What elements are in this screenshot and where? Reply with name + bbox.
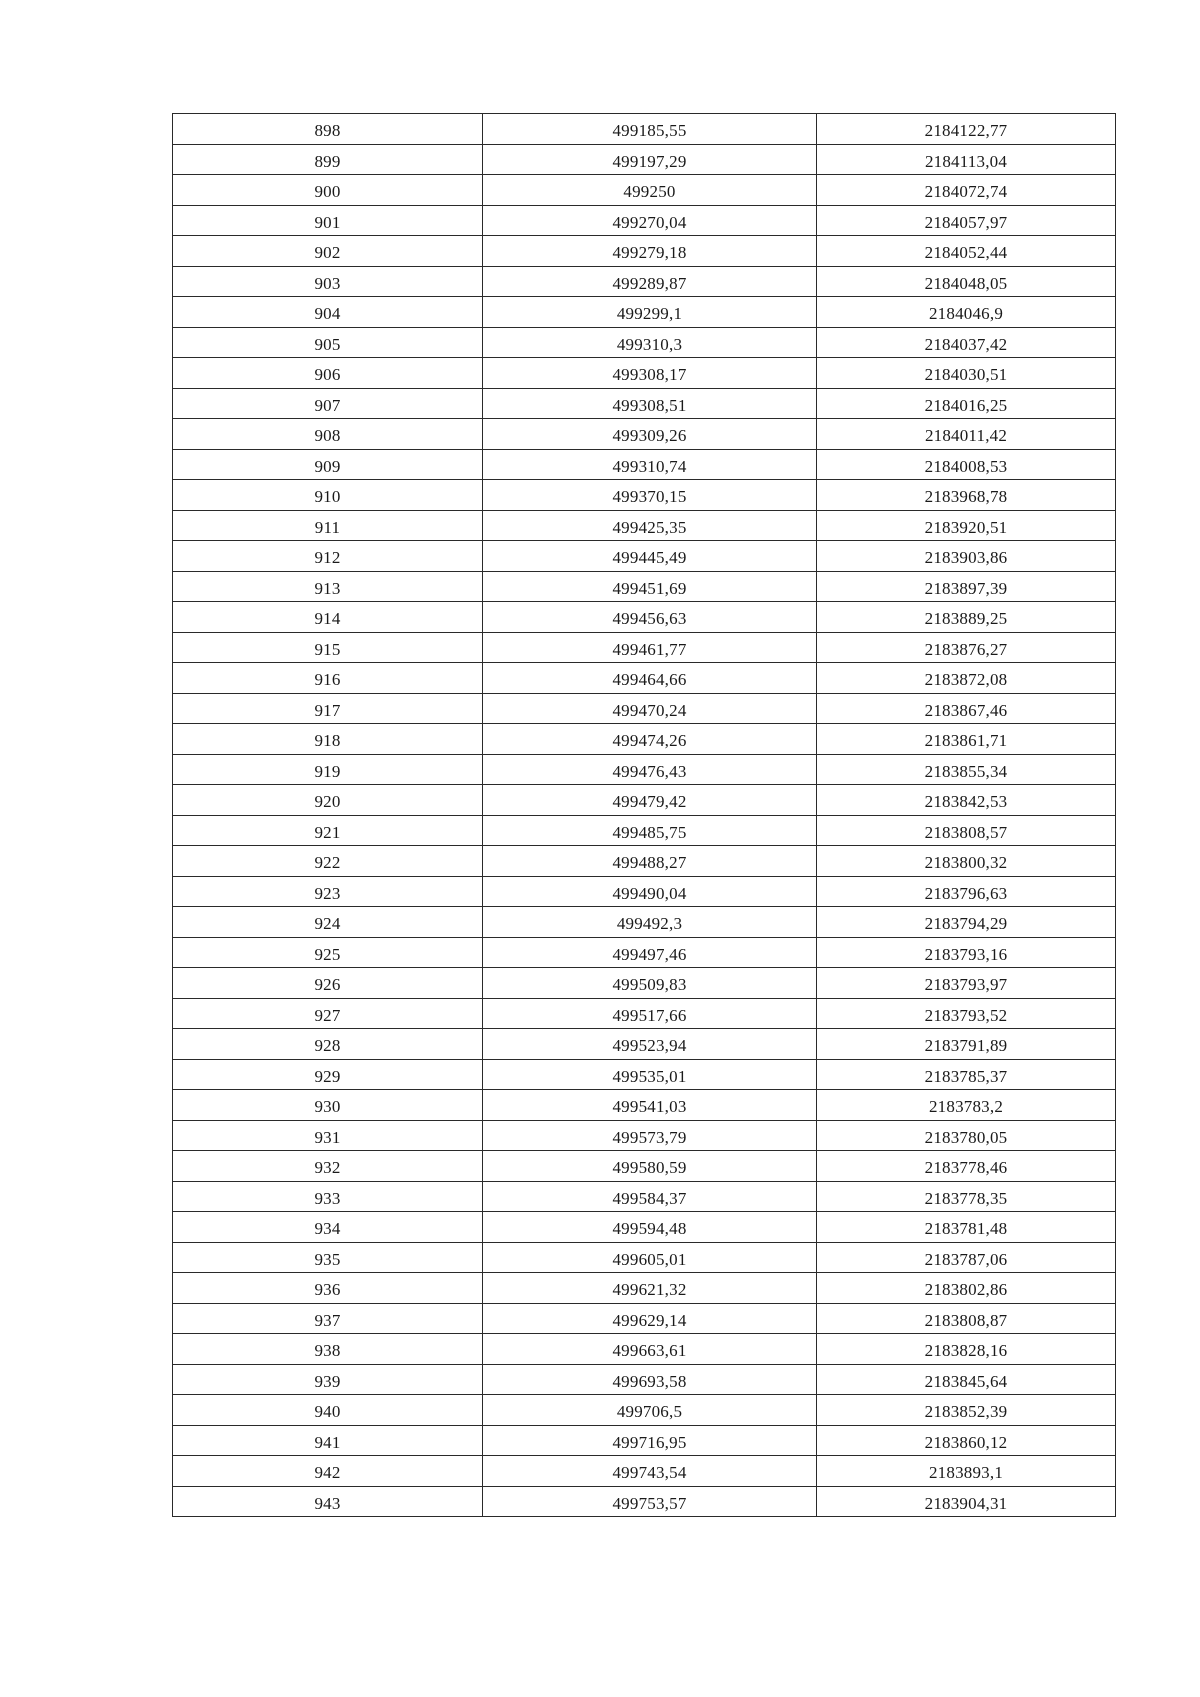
x-coordinate-cell: 499485,75 (483, 815, 817, 846)
point-number-cell: 933 (173, 1181, 483, 1212)
table-row (173, 815, 1116, 846)
x-coordinate-cell: 499270,04 (483, 205, 817, 236)
y-coordinate-cell: 2183793,16 (817, 937, 1116, 968)
y-coordinate-cell: 2183808,87 (817, 1303, 1116, 1334)
point-number-cell: 917 (173, 693, 483, 724)
point-number-cell: 921 (173, 815, 483, 846)
y-coordinate-cell: 2183855,34 (817, 754, 1116, 785)
point-number-cell: 911 (173, 510, 483, 541)
table-row (173, 907, 1116, 938)
x-coordinate-cell: 499445,49 (483, 541, 817, 572)
y-coordinate-cell: 2184037,42 (817, 327, 1116, 358)
table-row (173, 1425, 1116, 1456)
point-number-cell: 928 (173, 1029, 483, 1060)
y-coordinate-cell: 2183796,63 (817, 876, 1116, 907)
table-row (173, 236, 1116, 267)
table-row (173, 724, 1116, 755)
x-coordinate-cell: 499629,14 (483, 1303, 817, 1334)
point-number-cell: 904 (173, 297, 483, 328)
point-number-cell: 914 (173, 602, 483, 633)
table-row (173, 1212, 1116, 1243)
table-row (173, 175, 1116, 206)
coordinates-table (172, 113, 1116, 1517)
y-coordinate-cell: 2183794,29 (817, 907, 1116, 938)
x-coordinate-cell: 499310,74 (483, 449, 817, 480)
table-row (173, 114, 1116, 145)
x-coordinate-cell: 499706,5 (483, 1395, 817, 1426)
x-coordinate-cell: 499370,15 (483, 480, 817, 511)
point-number-cell: 916 (173, 663, 483, 694)
table-row (173, 1486, 1116, 1517)
point-number-cell: 919 (173, 754, 483, 785)
table-row (173, 510, 1116, 541)
y-coordinate-cell: 2183778,35 (817, 1181, 1116, 1212)
table-row (173, 785, 1116, 816)
table-row (173, 541, 1116, 572)
y-coordinate-cell: 2184046,9 (817, 297, 1116, 328)
point-number-cell: 936 (173, 1273, 483, 1304)
point-number-cell: 931 (173, 1120, 483, 1151)
point-number-cell: 943 (173, 1486, 483, 1517)
table-row (173, 632, 1116, 663)
point-number-cell: 929 (173, 1059, 483, 1090)
point-number-cell: 907 (173, 388, 483, 419)
point-number-cell: 912 (173, 541, 483, 572)
coordinates-table-body (173, 114, 1116, 1517)
x-coordinate-cell: 499743,54 (483, 1456, 817, 1487)
y-coordinate-cell: 2184072,74 (817, 175, 1116, 206)
point-number-cell: 942 (173, 1456, 483, 1487)
x-coordinate-cell: 499492,3 (483, 907, 817, 938)
y-coordinate-cell: 2183800,32 (817, 846, 1116, 877)
table-row (173, 937, 1116, 968)
table-row (173, 419, 1116, 450)
point-number-cell: 918 (173, 724, 483, 755)
y-coordinate-cell: 2183872,08 (817, 663, 1116, 694)
point-number-cell: 899 (173, 144, 483, 175)
point-number-cell: 909 (173, 449, 483, 480)
y-coordinate-cell: 2183904,31 (817, 1486, 1116, 1517)
y-coordinate-cell: 2184030,51 (817, 358, 1116, 389)
y-coordinate-cell: 2183876,27 (817, 632, 1116, 663)
y-coordinate-cell: 2184011,42 (817, 419, 1116, 450)
x-coordinate-cell: 499594,48 (483, 1212, 817, 1243)
y-coordinate-cell: 2183861,71 (817, 724, 1116, 755)
point-number-cell: 927 (173, 998, 483, 1029)
table-row (173, 1334, 1116, 1365)
y-coordinate-cell: 2183793,52 (817, 998, 1116, 1029)
y-coordinate-cell: 2183783,2 (817, 1090, 1116, 1121)
x-coordinate-cell: 499308,51 (483, 388, 817, 419)
y-coordinate-cell: 2184057,97 (817, 205, 1116, 236)
x-coordinate-cell: 499584,37 (483, 1181, 817, 1212)
table-row (173, 693, 1116, 724)
y-coordinate-cell: 2183802,86 (817, 1273, 1116, 1304)
x-coordinate-cell: 499663,61 (483, 1334, 817, 1365)
table-row (173, 297, 1116, 328)
x-coordinate-cell: 499490,04 (483, 876, 817, 907)
x-coordinate-cell: 499185,55 (483, 114, 817, 145)
y-coordinate-cell: 2183808,57 (817, 815, 1116, 846)
x-coordinate-cell: 499464,66 (483, 663, 817, 694)
x-coordinate-cell: 499279,18 (483, 236, 817, 267)
point-number-cell: 922 (173, 846, 483, 877)
y-coordinate-cell: 2184122,77 (817, 114, 1116, 145)
y-coordinate-cell: 2183968,78 (817, 480, 1116, 511)
table-row (173, 571, 1116, 602)
point-number-cell: 924 (173, 907, 483, 938)
x-coordinate-cell: 499474,26 (483, 724, 817, 755)
x-coordinate-cell: 499605,01 (483, 1242, 817, 1273)
y-coordinate-cell: 2183781,48 (817, 1212, 1116, 1243)
point-number-cell: 937 (173, 1303, 483, 1334)
point-number-cell: 906 (173, 358, 483, 389)
table-row (173, 449, 1116, 480)
point-number-cell: 935 (173, 1242, 483, 1273)
y-coordinate-cell: 2184048,05 (817, 266, 1116, 297)
x-coordinate-cell: 499309,26 (483, 419, 817, 450)
table-row (173, 998, 1116, 1029)
table-row (173, 1151, 1116, 1182)
x-coordinate-cell: 499461,77 (483, 632, 817, 663)
point-number-cell: 939 (173, 1364, 483, 1395)
point-number-cell: 902 (173, 236, 483, 267)
point-number-cell: 925 (173, 937, 483, 968)
table-row (173, 327, 1116, 358)
y-coordinate-cell: 2184016,25 (817, 388, 1116, 419)
y-coordinate-cell: 2183793,97 (817, 968, 1116, 999)
point-number-cell: 923 (173, 876, 483, 907)
table-row (173, 205, 1116, 236)
table-row (173, 1303, 1116, 1334)
y-coordinate-cell: 2183889,25 (817, 602, 1116, 633)
x-coordinate-cell: 499517,66 (483, 998, 817, 1029)
y-coordinate-cell: 2184008,53 (817, 449, 1116, 480)
table-row (173, 1029, 1116, 1060)
x-coordinate-cell: 499250 (483, 175, 817, 206)
table-row (173, 1456, 1116, 1487)
point-number-cell: 905 (173, 327, 483, 358)
y-coordinate-cell: 2183867,46 (817, 693, 1116, 724)
x-coordinate-cell: 499541,03 (483, 1090, 817, 1121)
x-coordinate-cell: 499509,83 (483, 968, 817, 999)
y-coordinate-cell: 2183791,89 (817, 1029, 1116, 1060)
table-row (173, 876, 1116, 907)
point-number-cell: 900 (173, 175, 483, 206)
y-coordinate-cell: 2183845,64 (817, 1364, 1116, 1395)
x-coordinate-cell: 499716,95 (483, 1425, 817, 1456)
point-number-cell: 898 (173, 114, 483, 145)
x-coordinate-cell: 499753,57 (483, 1486, 817, 1517)
x-coordinate-cell: 499451,69 (483, 571, 817, 602)
table-row (173, 968, 1116, 999)
point-number-cell: 930 (173, 1090, 483, 1121)
y-coordinate-cell: 2183903,86 (817, 541, 1116, 572)
table-row (173, 1395, 1116, 1426)
point-number-cell: 940 (173, 1395, 483, 1426)
x-coordinate-cell: 499308,17 (483, 358, 817, 389)
y-coordinate-cell: 2183828,16 (817, 1334, 1116, 1365)
table-row (173, 1364, 1116, 1395)
table-row (173, 754, 1116, 785)
table-row (173, 144, 1116, 175)
x-coordinate-cell: 499425,35 (483, 510, 817, 541)
y-coordinate-cell: 2183780,05 (817, 1120, 1116, 1151)
y-coordinate-cell: 2184052,44 (817, 236, 1116, 267)
point-number-cell: 934 (173, 1212, 483, 1243)
table-row (173, 480, 1116, 511)
x-coordinate-cell: 499535,01 (483, 1059, 817, 1090)
x-coordinate-cell: 499456,63 (483, 602, 817, 633)
x-coordinate-cell: 499197,29 (483, 144, 817, 175)
table-row (173, 1242, 1116, 1273)
x-coordinate-cell: 499523,94 (483, 1029, 817, 1060)
y-coordinate-cell: 2183785,37 (817, 1059, 1116, 1090)
x-coordinate-cell: 499310,3 (483, 327, 817, 358)
x-coordinate-cell: 499488,27 (483, 846, 817, 877)
table-row (173, 1181, 1116, 1212)
point-number-cell: 938 (173, 1334, 483, 1365)
point-number-cell: 901 (173, 205, 483, 236)
x-coordinate-cell: 499580,59 (483, 1151, 817, 1182)
y-coordinate-cell: 2184113,04 (817, 144, 1116, 175)
x-coordinate-cell: 499470,24 (483, 693, 817, 724)
y-coordinate-cell: 2183893,1 (817, 1456, 1116, 1487)
table-row (173, 663, 1116, 694)
point-number-cell: 910 (173, 480, 483, 511)
point-number-cell: 941 (173, 1425, 483, 1456)
y-coordinate-cell: 2183897,39 (817, 571, 1116, 602)
point-number-cell: 903 (173, 266, 483, 297)
x-coordinate-cell: 499573,79 (483, 1120, 817, 1151)
point-number-cell: 920 (173, 785, 483, 816)
point-number-cell: 932 (173, 1151, 483, 1182)
x-coordinate-cell: 499621,32 (483, 1273, 817, 1304)
table-row (173, 1273, 1116, 1304)
table-row (173, 388, 1116, 419)
table-row (173, 1059, 1116, 1090)
table-row (173, 266, 1116, 297)
x-coordinate-cell: 499299,1 (483, 297, 817, 328)
point-number-cell: 908 (173, 419, 483, 450)
x-coordinate-cell: 499289,87 (483, 266, 817, 297)
x-coordinate-cell: 499693,58 (483, 1364, 817, 1395)
point-number-cell: 915 (173, 632, 483, 663)
point-number-cell: 913 (173, 571, 483, 602)
y-coordinate-cell: 2183920,51 (817, 510, 1116, 541)
x-coordinate-cell: 499479,42 (483, 785, 817, 816)
y-coordinate-cell: 2183852,39 (817, 1395, 1116, 1426)
table-row (173, 602, 1116, 633)
y-coordinate-cell: 2183860,12 (817, 1425, 1116, 1456)
point-number-cell: 926 (173, 968, 483, 999)
y-coordinate-cell: 2183787,06 (817, 1242, 1116, 1273)
y-coordinate-cell: 2183842,53 (817, 785, 1116, 816)
table-row (173, 1090, 1116, 1121)
y-coordinate-cell: 2183778,46 (817, 1151, 1116, 1182)
table-row (173, 846, 1116, 877)
table-row (173, 358, 1116, 389)
x-coordinate-cell: 499497,46 (483, 937, 817, 968)
table-row (173, 1120, 1116, 1151)
x-coordinate-cell: 499476,43 (483, 754, 817, 785)
